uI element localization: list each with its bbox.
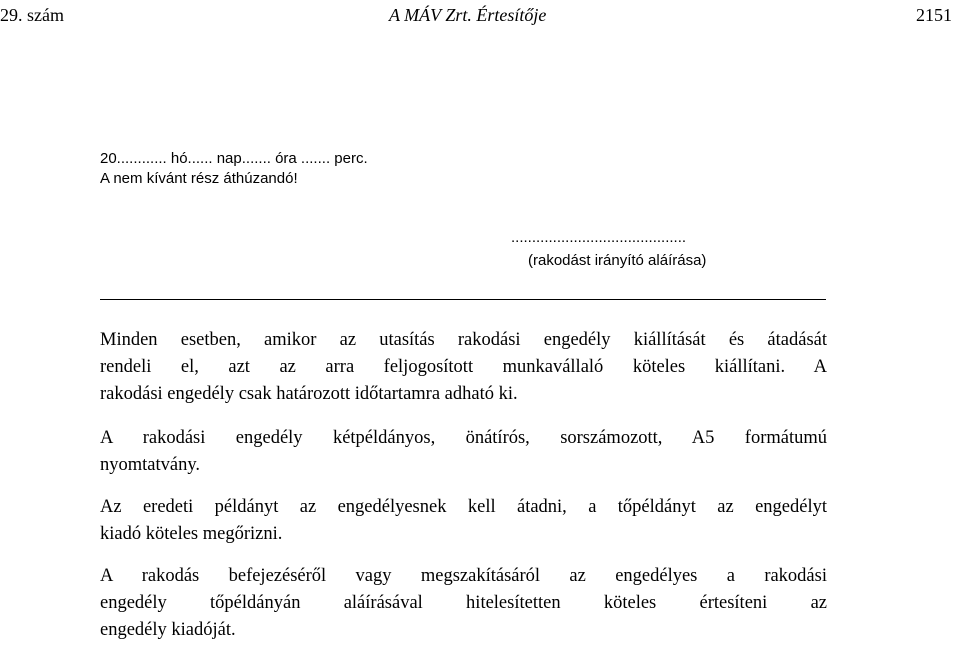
paragraph-line: engedély tőpéldányán aláírásával hitelesítetten köteles értesíteni az [100,593,827,613]
paragraph-4 [100,563,827,644]
paragraph-line: rendeli el, azt az arra feljogosított munkavállaló köteles kiállítani. A [100,357,827,377]
paragraph-1 [100,327,827,408]
paragraph-line: nyomtatvány. [100,455,201,475]
paragraph-line: Minden esetben, amikor az utasítás rakodási engedély kiállítását és átadását [100,330,827,350]
publication-title: A MÁV Zrt. Értesítője [389,5,547,25]
paragraph-line: engedély kiadóját. [100,620,236,640]
date-line: 20............ hó...... nap....... óra ....... perc. [100,150,368,167]
divider-line [100,299,826,300]
paragraph-line: kiadó köteles megőrizni. [100,524,283,544]
issue-number: 29. szám [0,5,64,25]
strike-note: A nem kívánt rész áthúzandó! [100,170,298,187]
paragraph-line: A rakodás befejezéséről vagy megszakításáról az engedélyes a rakodási [100,566,827,586]
paragraph-2 [100,425,827,479]
page-number: 2151 [916,5,952,25]
paragraph-line: Az eredeti példányt az engedélyesnek kell átadni, a tőpéldányt az engedélyt [100,497,827,517]
signature-caption: (rakodást irányító aláírása) [528,252,707,269]
signature-dots: .......................................... [511,229,687,246]
paragraph-line: rakodási engedély csak határozott időtartamra adható ki. [100,384,518,404]
paragraph-3 [100,494,827,548]
paragraph-line: A rakodási engedély kétpéldányos, önátírós, sorszámozott, A5 formátumú [100,428,827,448]
